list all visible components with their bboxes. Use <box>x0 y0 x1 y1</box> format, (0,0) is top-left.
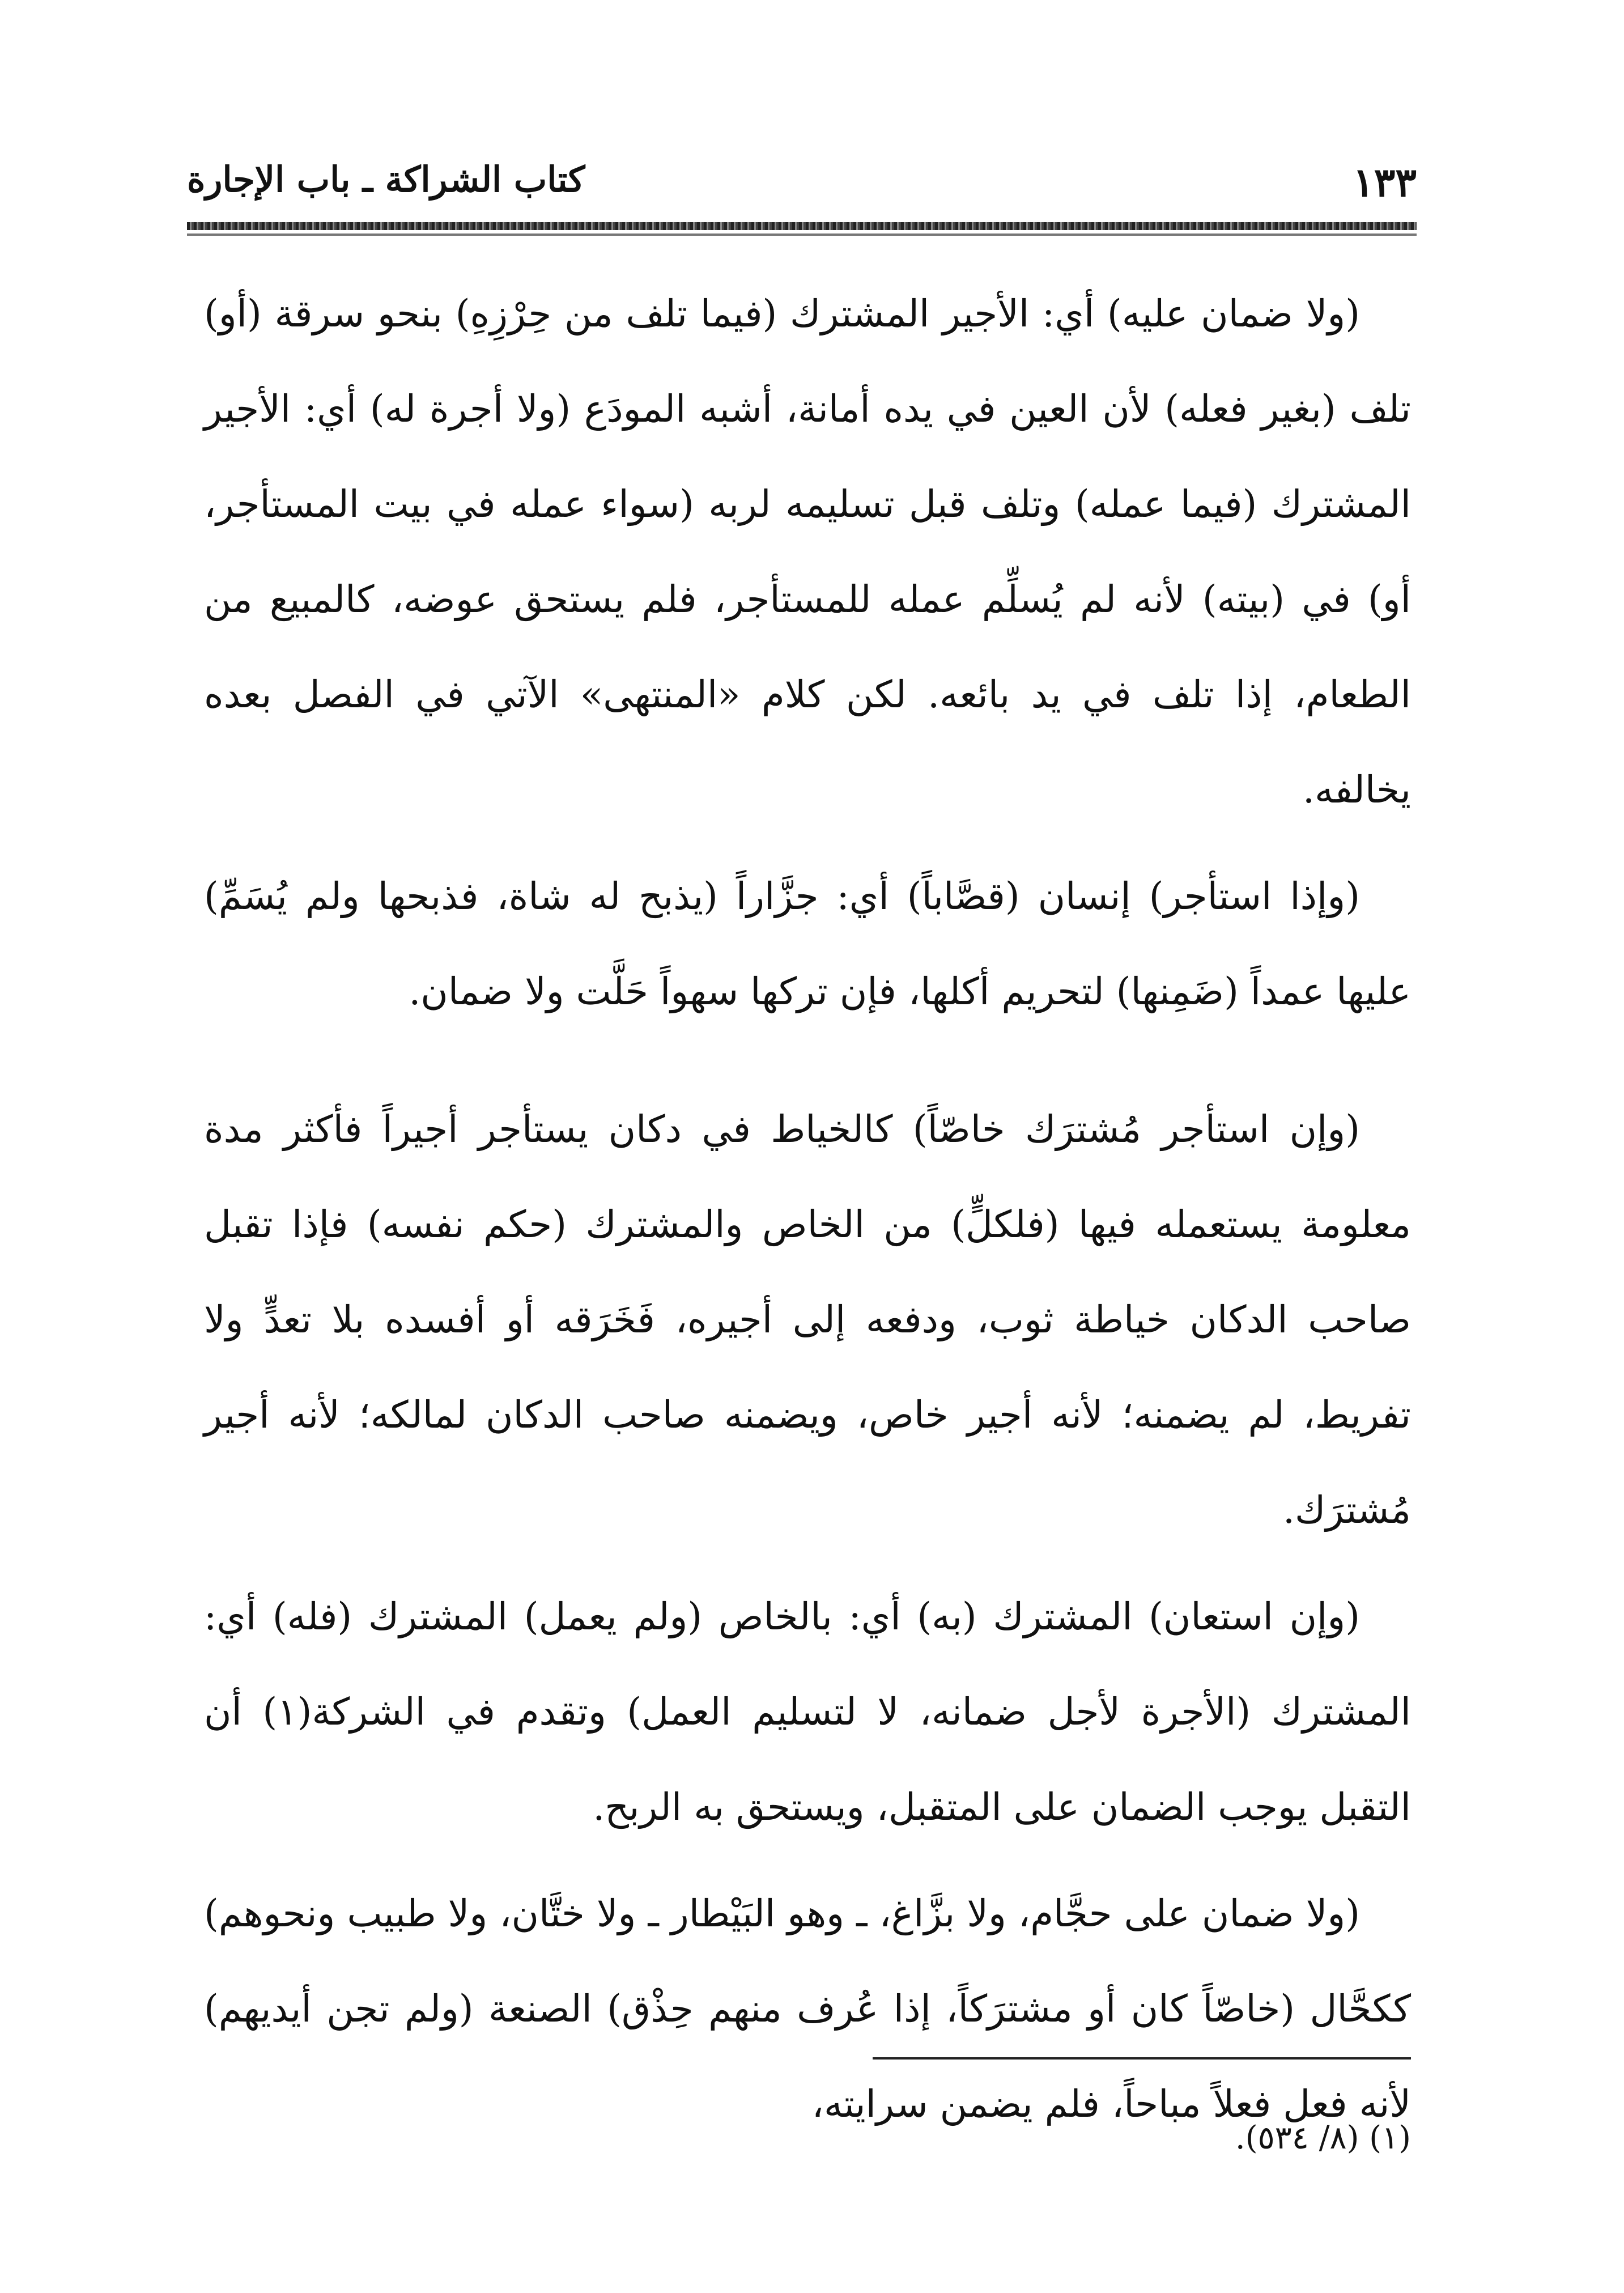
paragraph-2-text: (وإذا استأجر) إنسان (قصَّاباً) أي: جزَّاراً (يذبح له شاة، فذبحها ولم يُسَمِّ) عليها عمداً (ضَمِنها) لتحريم أكلها، فإن تركها سهواً حَلَّت ولا ضمان. <box>204 874 1411 1013</box>
page-header <box>187 142 1417 204</box>
paragraph-4 <box>204 1569 1411 1855</box>
footnote-rule <box>873 2057 1411 2060</box>
page-body <box>204 266 1411 2152</box>
paragraph-3 <box>204 1082 1411 1558</box>
paragraph-3-text: (وإن استأجر مُشترَك خاصّاً) كالخياط في دكان يستأجر أجيراً فأكثر مدة معلومة يستعمله فيها (فلكلٍّ) من الخاص والمشترك (حكم نفسه) فإذا تقبل صاحب الدكان خياطة ثوب، ودفعه إلى أجيره، فَخَرَقه أو أفسده بلا تعدٍّ ولا تفريط، لم يضمنه؛ لأنه أجير خاص، ويضمنه صاحب الدكان لمالكه؛ لأنه أجير مُشترَك. <box>204 1107 1411 1532</box>
header-rule <box>187 222 1417 230</box>
paragraph-4-text: (وإن استعان) المشترك (به) أي: بالخاص (ولم يعمل) المشترك (فله) أي: المشترك (الأجرة لأجل ضمانه، لا لتسليم العمل) وتقدم في الشركة(١) أن التقبل يوجب الضمان على المتقبل، ويستحق به الربح. <box>204 1595 1411 1829</box>
page-number: ١٣٣ <box>1353 159 1417 206</box>
footnote: (١) (٨/ ٥٣٤). <box>1235 2120 1411 2156</box>
running-title: كتاب الشراكة ـ باب الإجارة <box>187 159 585 200</box>
paragraph-2 <box>204 849 1411 1039</box>
paragraph-5-text: (ولا ضمان على حجَّام، ولا بزَّاغ، ـ وهو البَيْطار ـ ولا ختَّان، ولا طبيب ونحوهم) ككحَّال (خاصّاً كان أو مشترَكاً، إذا عُرف منهم حِذْق) الصنعة (ولم تجن أيديهم) لأنه فعل فعلاً مباحاً، فلم يضمن سرايته، <box>204 1892 1411 2126</box>
header-rule-thin <box>187 233 1417 236</box>
paragraph-5 <box>204 1866 1411 2152</box>
paragraph-1-text: (ولا ضمان عليه) أي: الأجير المشترك (فيما تلف من حِرْزِهِ) بنحو سرقة (أو) تلف (بغير فعله) لأن العين في يده أمانة، أشبه المودَع (ولا أجرة له) أي: الأجير المشترك (فيما عمله) وتلف قبل تسليمه لربه (سواء عمله في بيت المستأجر، أو) في (بيته) لأنه لم يُسلِّم عمله للمستأجر، فلم يستحق عوضه، كالمبيع من الطعام، إذا تلف في يد بائعه. لكن كلام «المنتهى» الآتي في الفصل بعده يخالفه. <box>204 292 1412 812</box>
paragraph-1 <box>204 266 1411 838</box>
